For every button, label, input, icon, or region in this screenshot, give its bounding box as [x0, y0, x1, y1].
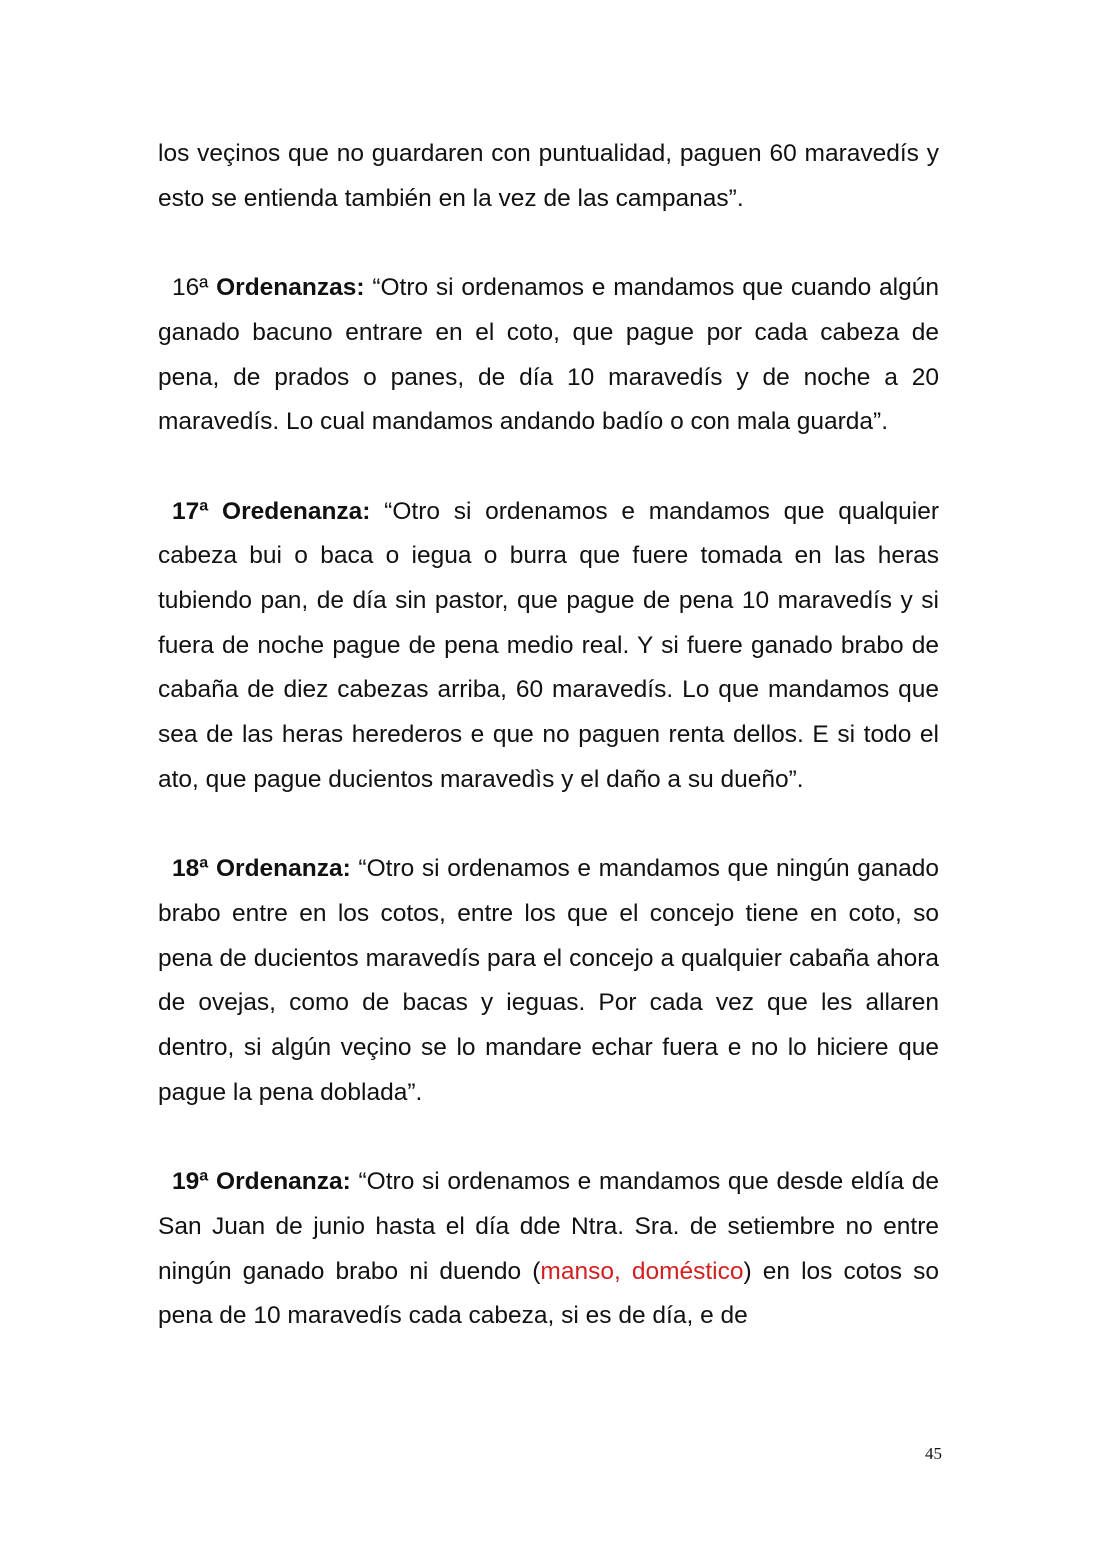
- ordinance-text: “Otro si ordenamos e mandamos que ningún ganado brabo entre en los cotos, entre los que el concejo tiene en coto, so pena de ducientos maravedís para el concejo a qualquier cabaña ahora de ovejas, como de bacas y ieguas. Por cada vez que les allaren dentro, si algún veçino se lo mandare echar fuera e no lo hiciere que pague la pena doblada”.: [158, 855, 940, 1106]
- ordinance-text: “Otro si ordenamos e mandamos que cuando algún ganado bacuno entrare en el coto, que pague por cada cabeza de pena, de prados o panes, de día 10 maravedís y de noche a 20 maravedís. Lo cual mandamos andando badío o con mala guarda”.: [158, 274, 939, 436]
- paragraph-continuation: [158, 132, 939, 221]
- ordinance-16: [158, 266, 939, 445]
- annotation-text: manso, doméstico: [540, 1257, 744, 1285]
- ordinance-17: [158, 490, 939, 803]
- page-number: 45: [925, 1444, 942, 1463]
- ordinance-heading: Oredenanza:: [222, 497, 371, 525]
- ordinance-number: 16ª: [172, 274, 209, 302]
- ordinance-number: 17ª: [172, 497, 209, 525]
- ordinance-text: “Otro si ordenamos e mandamos que qualquier cabeza bui o baca o iegua o burra que fuere tomada en las heras tubiendo pan, de día sin pastor, que pague de pena 10 maravedís y si fuera de noche pague de pena medio real. Y si fuere ganado brabo de cabaña de diez cabezas arriba, 60 maravedís. Lo que mandamos que sea de las heras herederos e que no paguen renta dellos. E si todo el ato, que pague ducientos maravedìs y el daño a su dueño”.: [158, 497, 939, 793]
- paragraph-text: los veçinos que no guardaren con puntualidad, paguen 60 maravedís y esto se entienda también en la vez de las campanas”.: [158, 140, 939, 212]
- ordinance-heading: Ordenanza:: [216, 1168, 351, 1196]
- ordinance-text-before: “Otro si ordenamos e mandamos que desde eldía de San Juan de junio hasta el día dde Ntra. Sra. de setiembre no entre ningún ganado brabo ni duendo (: [158, 1168, 939, 1285]
- ordinance-text-after: ) en los cotos so pena de 10 maravedís cada cabeza, si es de día, e de: [158, 1257, 940, 1330]
- ordinance-19: [158, 1160, 939, 1339]
- ordinance-heading: Ordenanza:: [215, 855, 351, 883]
- ordinance-number: 19ª: [172, 1168, 209, 1196]
- ordinance-number: 18ª: [172, 855, 209, 883]
- ordinance-18: [158, 847, 939, 1115]
- document-body: [158, 132, 939, 1339]
- ordinance-heading: Ordenanzas:: [216, 274, 365, 302]
